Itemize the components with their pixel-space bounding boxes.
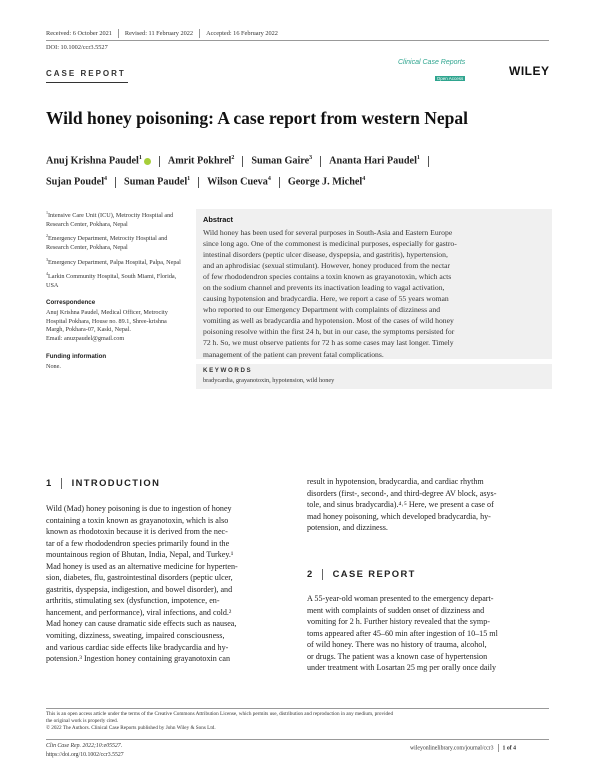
journal-url[interactable]: wileyonlinelibrary.com/journal/ccr3 xyxy=(410,745,494,752)
abstract-text: Wild honey has been used for several purposes in South-Asia and Eastern Europe since long ago. One of the commonest is medicinal purposes, especially for gastro- intestinal disorders (peptic ulcer disease, dyspepsia, and gastritis), hypertension, and an aphrodisiac (sexual stimulant). However, honey produced from the nectar of few rhododendron species contains a toxin known as grayanotoxin, which acts on the sodium channel and prevents its inactivation leading to vagal activation, causing hypotension and bradycardia. Here, we report a case of 55 years woman who reported to our Emergency Department with complaints of dizziness and vomiting as well as bradycardia and hypotension. Most of the cases of wild honey poisoning resolve within the first 24 h, but in our case, the symptoms persisted for 72 h. So, we must observe patients for 72 h as some cases may last longer. Timely management of the patient can prevent fatal complications. xyxy=(203,228,457,359)
author-name[interactable]: Suman Gaire xyxy=(251,155,310,167)
author-name[interactable]: Anuj Krishna Paudel xyxy=(46,155,139,167)
case-report-text: A 55-year-old woman presented to the emergency depart- ment with complaints of sudden onset of dizziness and vomiting for 2 h. Further history revealed that the symp- toms appeared after 45–60 min after ingestion of 10–15 ml of wild honey. There was no history of trauma, alcohol, or drugs. The patient was a known case of hypertension under treatment with Losartan 25 mg per orally once daily xyxy=(307,594,498,673)
revised-date: Revised: 11 February 2022 xyxy=(124,29,194,37)
header-divider xyxy=(46,40,549,41)
accepted-date: Accepted: 16 February 2022 xyxy=(206,29,278,37)
footer-citation xyxy=(46,742,124,760)
affiliation: $^3$Emergency Department, Palpa Hospital, Palpa, Nepal xyxy=(46,256,181,266)
citation: Clin Case Rep. 2022;10:e05527. xyxy=(46,743,123,749)
author-name[interactable]: Suman Paudel xyxy=(124,176,188,188)
doi: DOI: 10.1002/ccr3.5527 xyxy=(46,44,108,51)
article-title: Wild honey poisoning: A case report from western Nepal xyxy=(46,108,468,128)
footnote-divider xyxy=(46,708,549,709)
author-name[interactable]: Ananta Hari Paudel xyxy=(329,155,417,167)
footer-divider xyxy=(46,739,549,740)
author-name[interactable]: Sujan Poudel xyxy=(46,176,105,188)
affiliation: $^2$Emergency Department, Metrocity Hospital and Research Center, Pokhara, Nepal xyxy=(46,233,168,251)
abstract-box xyxy=(196,209,552,359)
affiliation: $^1$Intensive Care Unit (ICU), Metrocity Hospital and Research Center, Pokhara, Nepal xyxy=(46,210,174,228)
article-dates xyxy=(46,29,278,38)
author-name[interactable]: Amrit Pokhrel xyxy=(167,155,232,167)
author-name[interactable]: George J. Michel xyxy=(287,176,363,188)
footer-right xyxy=(410,744,516,752)
author-line-1: Anuj Krishna Paudel$^1$ Amrit Pokhrel$^2$ Suman Gaire$^3$ Ananta Hari Paudel$^1$ xyxy=(46,149,556,170)
introduction-text: Wild (Mad) honey poisoning is due to ingestion of honey containing a toxin known as grayanotoxin, which is also known as rhodotoxin because it is derived from the nec- tar of a few rhododendron species primarily found in the mountainous region of Bhutan, India, Nepal, and Turkey.¹ Mad honey is used as an alternative medicine for hyperten- sion, diabetes, flu, gastrointestinal disorders (peptic ulcer, gastritis, dyspepsia, indigestion, and bowel disorder), and arthritis, stimulating sex (dysfunction, impotence, en- hancement, and performance), viral infections, and cold.² Mad honey can cause dramatic side effects such as nausea, vomiting, dizziness, sweating, impaired consciousness, and various cardiac side effects like bradycardia and hy- potension.³ Ingestion honey containing grayanotoxin can xyxy=(46,504,238,664)
journal-logo xyxy=(398,59,465,85)
open-access-badge: Open Access xyxy=(436,76,464,81)
license-note: This is an open access article under the terms of the Creative Commons Attribution License, which permits use, distribution and reproduction in any medium, provided the original work is properly cited. © 2022 The Authors. Clinical Case Reports published by John Wiley & Sons Ltd. xyxy=(46,711,394,732)
correspondence-email[interactable]: Email: anuzpaudel@gmail.com xyxy=(46,334,125,342)
affiliations xyxy=(46,209,186,372)
keywords-heading: KEYWORDS xyxy=(203,367,253,374)
section-heading-introduction: 1 INTRODUCTION xyxy=(46,477,161,488)
doi-link[interactable]: https://doi.org/10.1002/ccr3.5527 xyxy=(46,751,124,758)
received-date: Received: 6 October 2021 xyxy=(46,29,112,37)
author-list xyxy=(46,149,556,192)
author-line-2: Sujan Poudel$^4$ Suman Paudel$^1$ Wilson Cueva$^4$ George J. Michel$^4$ xyxy=(46,176,366,188)
correspondence-heading: Correspondence xyxy=(46,299,96,307)
abstract-heading: Abstract xyxy=(203,215,233,224)
affiliation: $^4$Larkin Community Hospital, South Miami, Florida, USA xyxy=(46,271,177,289)
keywords-box xyxy=(196,364,552,389)
keywords-text: bradycardia, grayanotoxin, hypotension, wild honey xyxy=(203,377,335,384)
correspondence-text: Anuj Krishna Paudel, Medical Officer, Metrocity Hospital Pokhara, House no. 89.1, Shree-krishna Margh, Pokhara-07, Kaski, Nepal. xyxy=(46,309,168,334)
section-heading-case-report: 2 CASE REPORT xyxy=(307,568,416,579)
funding-text: None. xyxy=(46,362,61,370)
journal-logo-text: Clinical Case Reports xyxy=(398,59,466,66)
section-label-rule xyxy=(46,82,128,83)
page-number: 1 of 4 xyxy=(502,745,517,752)
publisher-logo: WILEY xyxy=(509,64,550,78)
orcid-icon[interactable] xyxy=(144,158,151,165)
introduction-text-continued: result in hypotension, bradycardia, and cardiac rhythm disorders (first-, second-, and third-degree AV block, asys- tole, and sinus bradycardia).⁴˒⁵ Here, we present a case of mad honey poisoning, which developed bradycardia, hy- potension, and dizziness. xyxy=(307,477,497,533)
author-name[interactable]: Wilson Cueva xyxy=(207,176,268,188)
funding-heading: Funding information xyxy=(46,353,107,361)
section-label: CASE REPORT xyxy=(46,69,126,78)
